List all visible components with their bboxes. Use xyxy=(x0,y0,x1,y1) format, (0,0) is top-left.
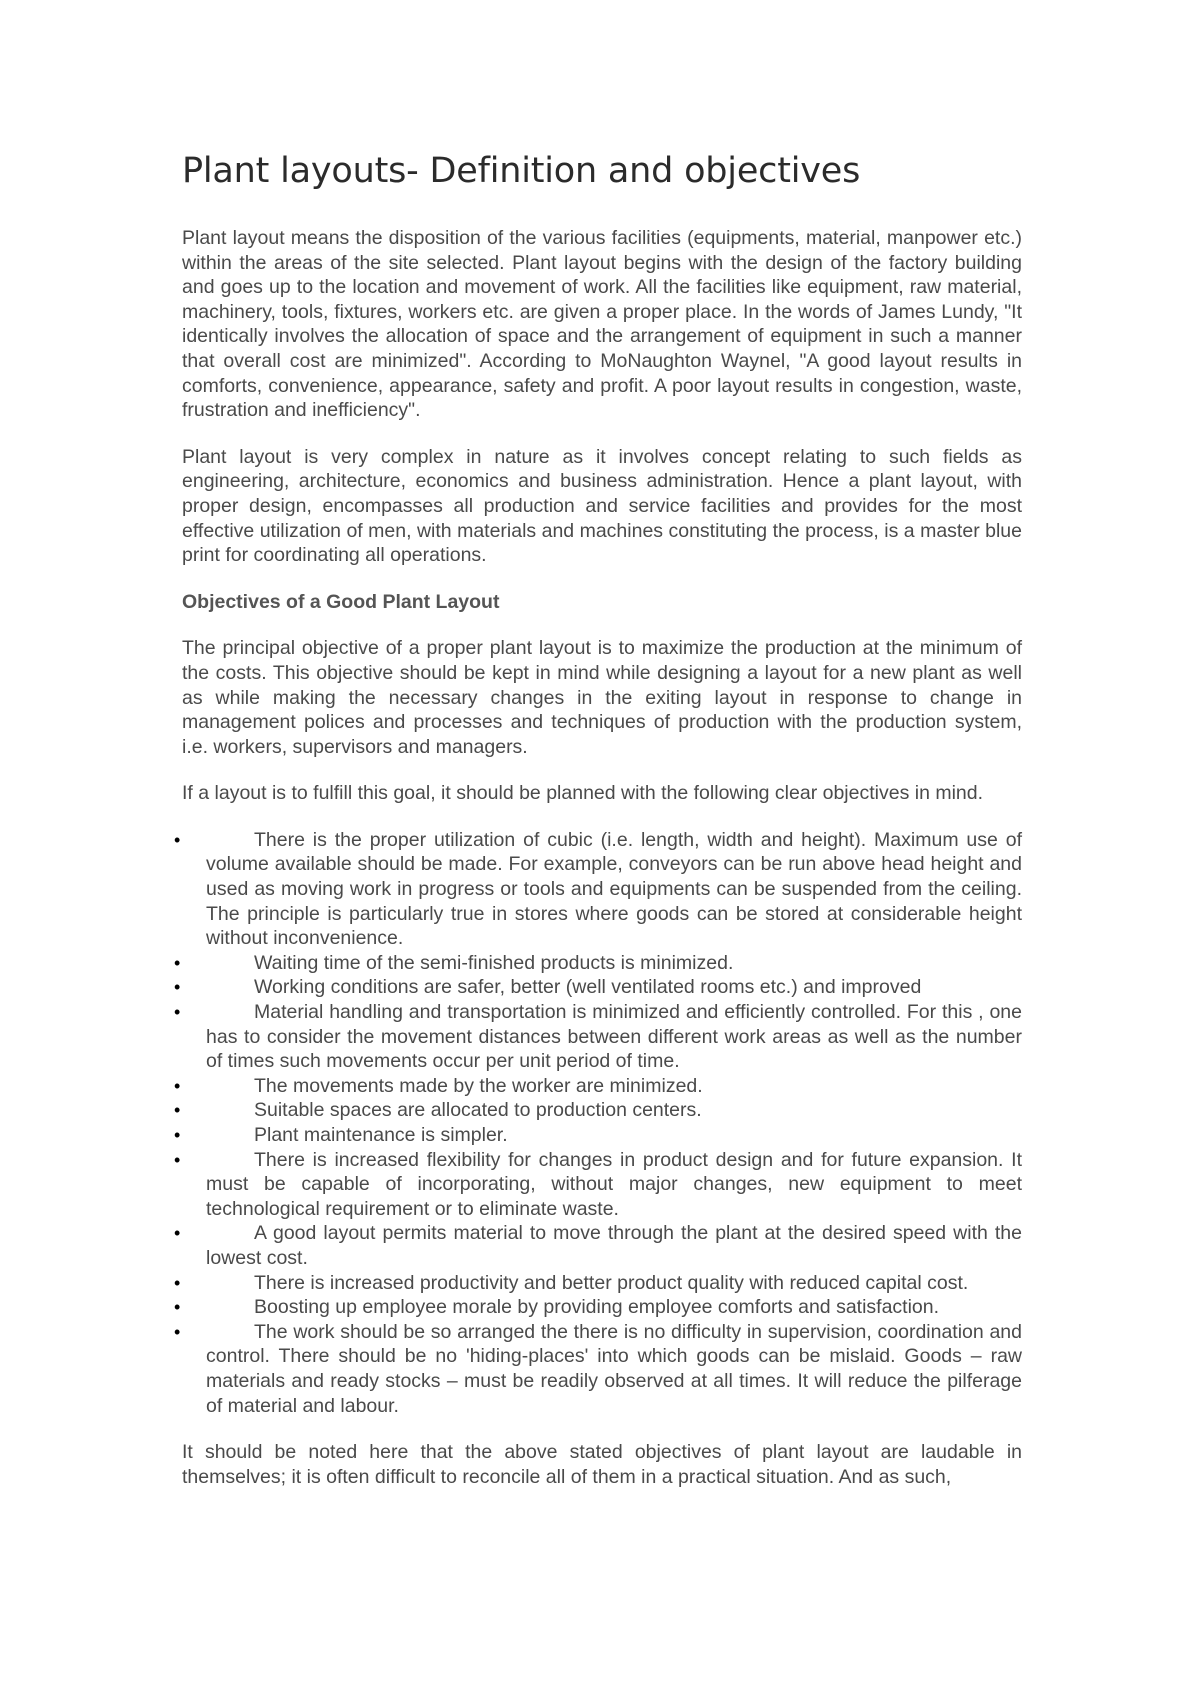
document-body xyxy=(174,150,1022,1511)
bullet-icon: • xyxy=(174,1125,181,1145)
paragraph-principal-objective: The principal objective of a proper plant layout is to maximize the production at the minimum of the costs. This objective should be kept in mind while designing a layout for a new plant as well as while making the necessary changes in the exiting layout in response to change in management polices and processes and techniques of production with the production system, i.e. workers, supervisors and managers. xyxy=(182,637,1022,758)
paragraph-closing: It should be noted here that the above stated objectives of plant layout are laudable in themselves; it is often difficult to reconcile all of them in a practical situation. And as such, xyxy=(182,1441,1022,1488)
list-item-text: The work should be so arranged the there is no difficulty in supervision, coordination and control. There should be no 'hiding-places' into which goods can be mislaid. Goods – raw materials and ready stocks – must be readily observed at all times. It will reduce the pilferage of material and labour. xyxy=(206,1320,1022,1417)
list-item-text: A good layout permits material to move through the plant at the desired speed with the lowest cost. xyxy=(206,1222,1022,1269)
bullet-icon: • xyxy=(174,1223,181,1244)
bullet-icon: • xyxy=(174,1100,181,1121)
paragraph-definition: Plant layout means the disposition of the various facilities (equipments, material, manpower etc.) within the areas of the site selected. Plant layout begins with the design of the factory building and goes up to the location and movement of work. All the facilities like equipment, raw material, machinery, tools, fixtures, workers etc. are given a proper place. In the words of James Lundy, "It identically involves the allocation of space and the arrangement of equipment in such a manner that overall cost are minimized". According to MoNaughton Waynel, "A good layout results in comforts, convenience, appearance, safety and profit. A poor layout results in congestion, waste, frustration and inefficiency". xyxy=(182,227,1022,422)
list-item-text: There is the proper utilization of cubic (i.e. length, width and height). Maximum use of volume available should be made. For example, conveyors can be run above head height and used as moving work in progress or tools and equipments can be suspended from the ceiling. The principle is particularly true in stores where goods can be stored at considerable height without inconvenience. xyxy=(206,828,1022,950)
list-item xyxy=(174,951,1022,976)
list-item-text: There is increased productivity and better product quality with reduced capital cost. xyxy=(254,1271,969,1294)
section-heading: Objectives of a Good Plant Layout xyxy=(182,590,500,613)
bullet-icon: • xyxy=(174,1272,181,1293)
list-item-text: Material handling and transportation is minimized and efficiently controlled. For this , one has to consider the movement distances between different work areas as well as the number of times such movements occur per unit period of time. xyxy=(206,1001,1022,1073)
bullet-icon: • xyxy=(174,1321,181,1342)
list-item-text: Plant maintenance is simpler. xyxy=(254,1124,508,1146)
bullet-icon: • xyxy=(174,1149,181,1170)
list-item xyxy=(174,1123,1022,1148)
list-item xyxy=(174,1320,1022,1418)
bullet-icon: • xyxy=(174,829,181,850)
document-title: Plant layouts- Definition and objectives xyxy=(182,151,861,191)
list-item xyxy=(174,1000,1022,1074)
list-item xyxy=(174,1295,1022,1320)
paragraph-complexity: Plant layout is very complex in nature as it involves concept relating to such fields as engineering, architecture, economics and business administration. Hence a plant layout, with proper design, encompasses all production and service facilities and provides for the most effective utilization of men, with materials and machines constituting the process, is a master blue print for coordinating all operations. xyxy=(182,445,1022,567)
paragraph-goal: If a layout is to fulfill this goal, it should be planned with the following clear objectives in mind. xyxy=(182,782,984,805)
list-item-text: There is increased flexibility for changes in product design and for future expansion. It must be capable of incorporating, without major changes, new equipment to meet technological requirement or to eliminate waste. xyxy=(206,1148,1022,1220)
list-item-text: Suitable spaces are allocated to production centers. xyxy=(254,1099,702,1122)
bullet-icon: • xyxy=(174,1075,181,1096)
list-item xyxy=(174,1148,1022,1222)
list-item-text: Boosting up employee morale by providing employee comforts and satisfaction. xyxy=(254,1296,940,1319)
list-item xyxy=(174,828,1022,951)
list-item xyxy=(174,1221,1022,1270)
list-item xyxy=(174,1074,1022,1099)
list-item-text: Waiting time of the semi-finished products is minimized. xyxy=(254,951,734,974)
list-item xyxy=(174,975,1022,1000)
bullet-icon: • xyxy=(174,952,181,973)
list-item xyxy=(174,1271,1022,1296)
bullet-icon: • xyxy=(174,1297,181,1318)
objectives-list xyxy=(174,828,1022,1418)
bullet-icon: • xyxy=(174,977,181,998)
bullet-icon: • xyxy=(174,1002,181,1023)
list-item xyxy=(174,1098,1022,1123)
list-item-text: Working conditions are safer, better (well ventilated rooms etc.) and improved xyxy=(254,976,922,999)
list-item-text: The movements made by the worker are minimized. xyxy=(254,1074,703,1097)
